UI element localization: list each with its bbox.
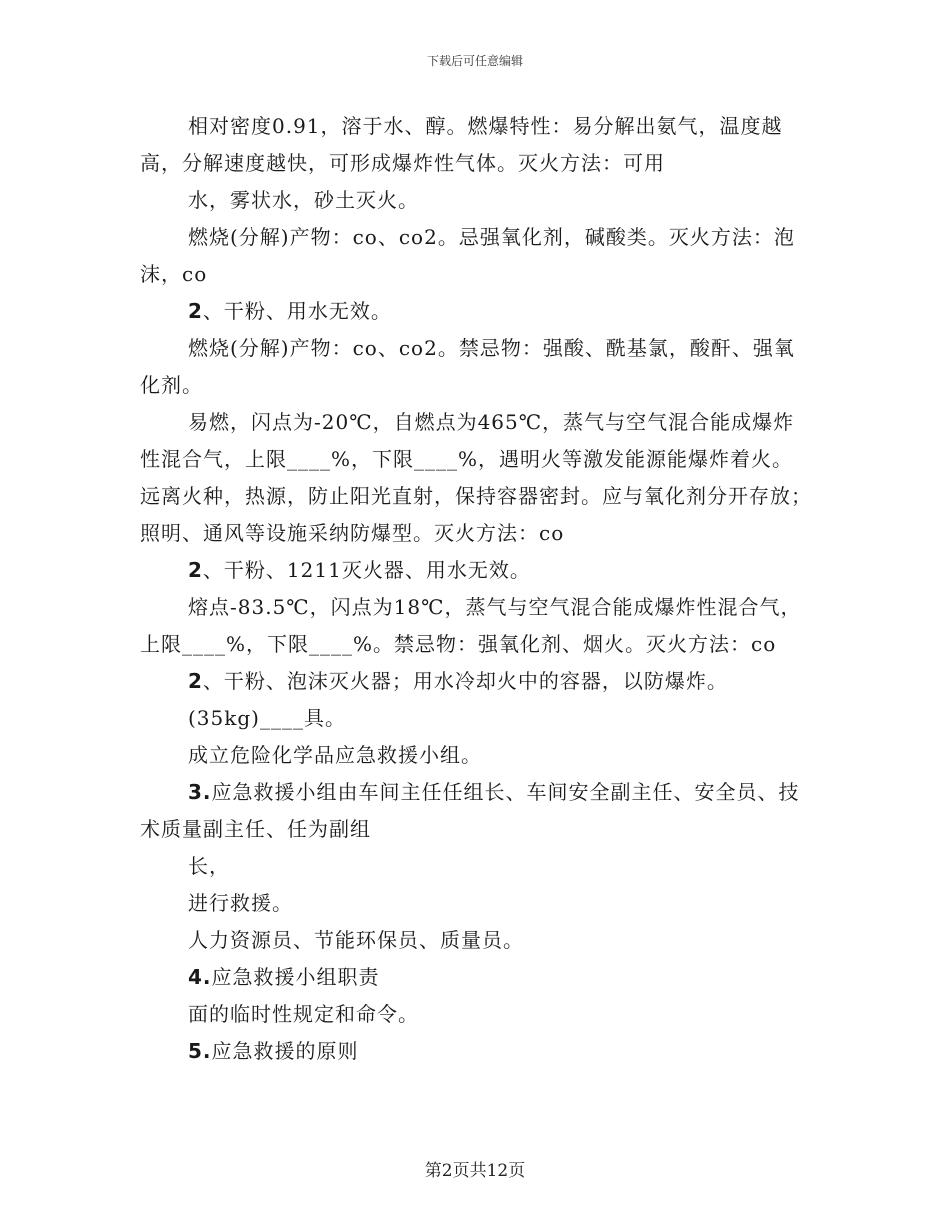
item-number: 5. (188, 1039, 212, 1063)
paragraph: 燃烧(分解)产物：co、co2。禁忌物：强酸、酰基氯，酸酐、强氧化剂。 (140, 336, 795, 397)
item-number: 2 (188, 299, 203, 323)
numbered-paragraph: 3.应急救援小组由车间主任任组长、车间安全副主任、安全员、技术质量副主任、任为副组 (140, 780, 800, 841)
item-number: 2 (188, 669, 203, 693)
page-header: 下载后可任意编辑 (426, 54, 523, 68)
paragraph: 面的临时性规定和命令。 (188, 1002, 419, 1026)
page-footer: 第2页共12页 (424, 1161, 526, 1181)
item-number: 2 (188, 558, 203, 582)
paragraph: 燃烧(分解)产物：co、co2。忌强氧化剂，碱酸类。灭火方法：泡沫，co (140, 225, 795, 286)
numbered-paragraph: 5.应急救援的原则 (188, 1039, 359, 1063)
paragraph: 熔点-83.5℃，闪点为18℃，蒸气与空气混合能成爆炸性混合气，上限____%，下限____%。禁忌物：强氧化剂、烟火。灭火方法：co (140, 595, 802, 656)
paragraph: 水，雾状水，砂土灭火。 (188, 188, 419, 212)
paragraph: 长， (188, 854, 230, 878)
paragraph: 进行救援。 (188, 891, 293, 915)
item-number: 3. (188, 780, 212, 804)
paragraph: (35kg)____具。 (188, 706, 346, 730)
numbered-paragraph: 2、干粉、用水无效。 (188, 299, 392, 323)
paragraph: 成立危险化学品应急救援小组。 (188, 743, 482, 767)
paragraph: 相对密度0.91，溶于水、醇。燃爆特性：易分解出氨气，温度越高，分解速度越快，可形成爆炸性气体。灭火方法：可用 (140, 114, 783, 175)
paragraph: 易燃，闪点为-20℃，自燃点为465℃，蒸气与空气混合能成爆炸性混合气，上限____%，下限____%，遇明火等激发能源能爆炸着火。远离火种，热源，防止阳光直射，保持容器密封。应与氧化剂分开存放；照明、通风等设施采纳防爆型。灭火方法：co (140, 410, 812, 545)
numbered-paragraph: 2、干粉、1211灭火器、用水无效。 (188, 558, 531, 582)
item-number: 4. (188, 965, 212, 989)
document-body (140, 108, 812, 1070)
numbered-paragraph: 4.应急救援小组职责 (188, 965, 380, 989)
paragraph: 人力资源员、节能环保员、质量员。 (188, 928, 524, 952)
numbered-paragraph: 2、干粉、泡沫灭火器；用水冷却火中的容器，以防爆炸。 (188, 669, 728, 693)
